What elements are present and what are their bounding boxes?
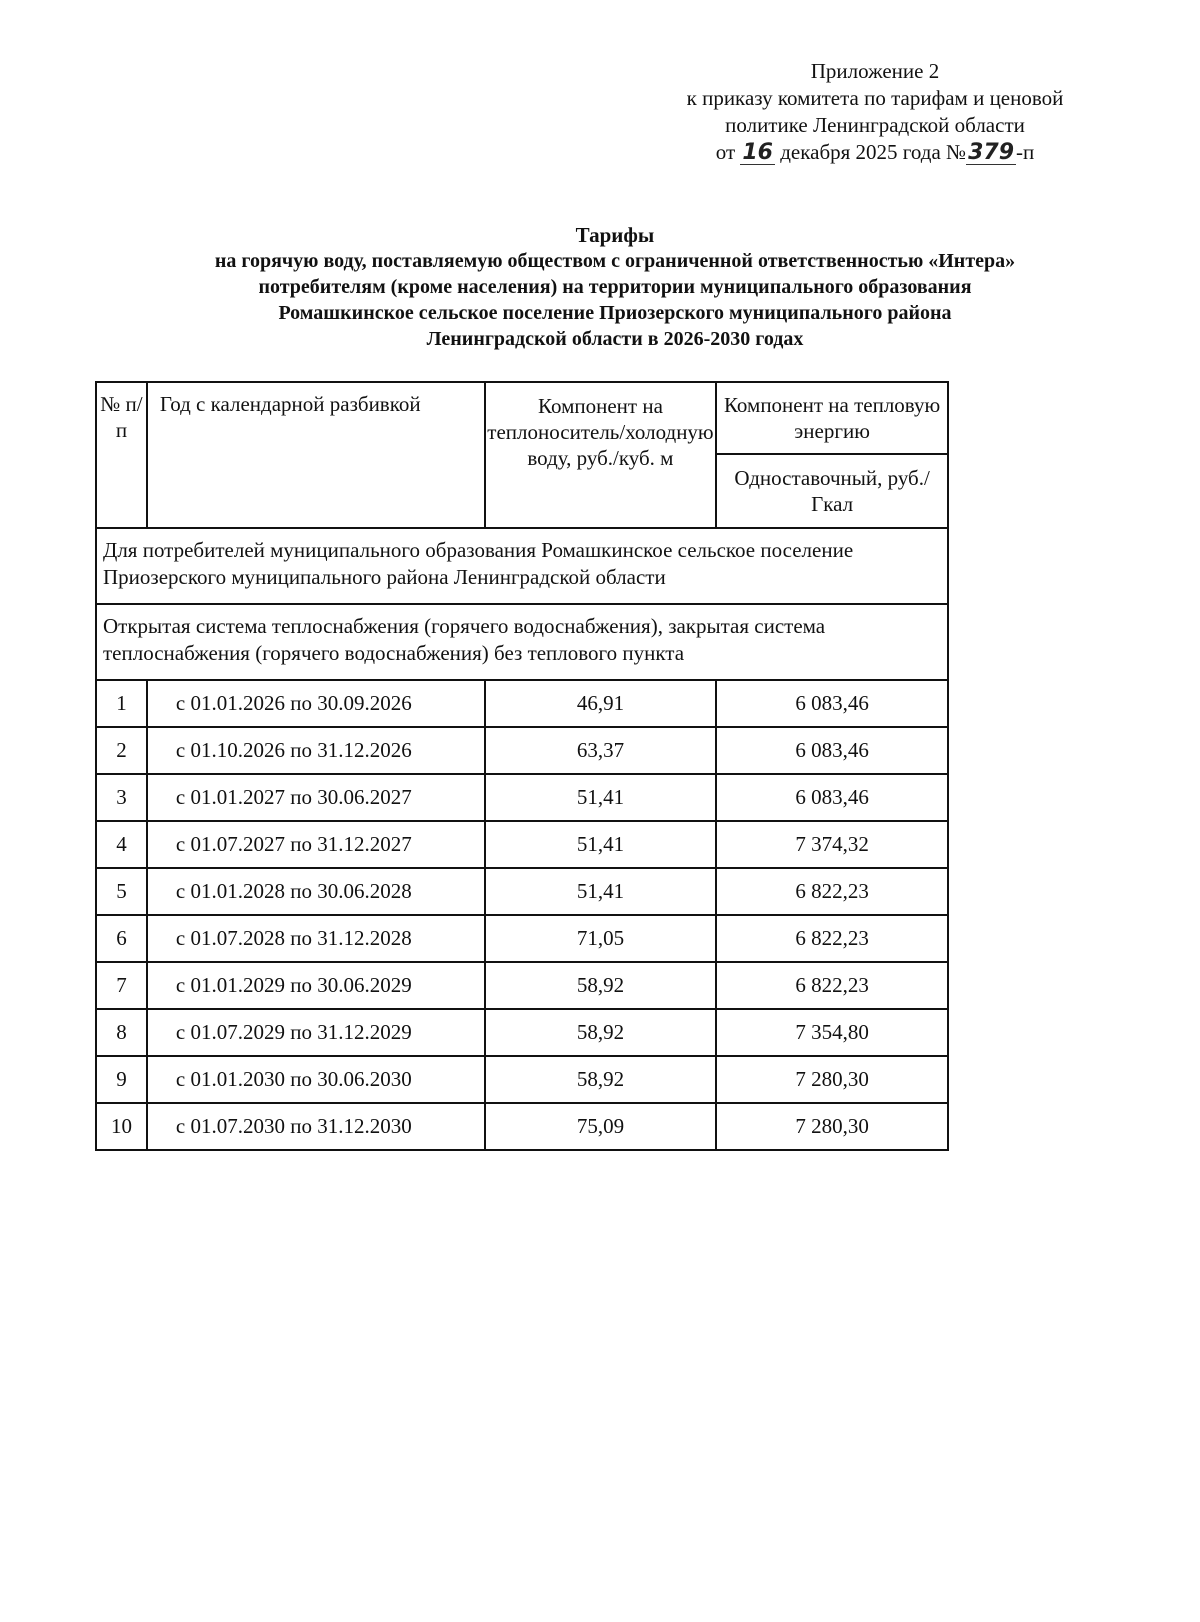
tariff-table: [95, 381, 949, 1151]
section-system-type: Открытая система теплоснабжения (горячего водоснабжения), закрытая система теплоснабжения (горячего водоснабжения) без теплового пункта: [96, 604, 948, 680]
row-coolant: 46,91: [485, 680, 716, 727]
row-period: с 01.07.2030 по 31.12.2030: [147, 1103, 485, 1150]
handwritten-day: 16: [742, 140, 773, 165]
row-coolant: 51,41: [485, 821, 716, 868]
row-heat: 6 083,46: [716, 680, 948, 727]
header-heat: Компонент на тепловую энергию: [716, 382, 948, 454]
header-single-rate: Одноставочный, руб./Гкал: [716, 454, 948, 528]
table-row: [96, 821, 948, 868]
row-num: 3: [96, 774, 147, 821]
row-coolant: 51,41: [485, 868, 716, 915]
appendix-date-line: [640, 139, 1110, 166]
section-consumers: Для потребителей муниципального образования Ромашкинское сельское поселение Приозерского муниципального района Ленинградской области: [96, 528, 948, 604]
row-period: с 01.01.2028 по 30.06.2028: [147, 868, 485, 915]
row-heat: 6 822,23: [716, 868, 948, 915]
row-coolant: 71,05: [485, 915, 716, 962]
row-num: 5: [96, 868, 147, 915]
row-period: с 01.07.2027 по 31.12.2027: [147, 821, 485, 868]
title-line-1: на горячую воду, поставляемую обществом с ограниченной ответственностью «Интера»: [214, 250, 1016, 272]
row-coolant: 63,37: [485, 727, 716, 774]
handwritten-number: 379: [968, 140, 1015, 165]
title-line-4: Ленинградской области в 2026-2030 годах: [426, 328, 804, 350]
row-num: 1: [96, 680, 147, 727]
table-row: [96, 1103, 948, 1150]
row-period: с 01.10.2026 по 31.12.2026: [147, 727, 485, 774]
row-period: с 01.07.2028 по 31.12.2028: [147, 915, 485, 962]
row-num: 6: [96, 915, 147, 962]
title-main: Тарифы: [575, 223, 655, 247]
row-num: 4: [96, 821, 147, 868]
row-num: 10: [96, 1103, 147, 1150]
document-title: [100, 222, 1130, 352]
appendix-header: [640, 58, 1110, 166]
table-row: [96, 1056, 948, 1103]
table-row: [96, 680, 948, 727]
row-period: с 01.01.2030 по 30.06.2030: [147, 1056, 485, 1103]
row-coolant: 58,92: [485, 1056, 716, 1103]
row-heat: 7 374,32: [716, 821, 948, 868]
table-row: [96, 774, 948, 821]
title-line-3: Ромашкинское сельское поселение Приозерского муниципального района: [278, 302, 952, 324]
table-row: [96, 962, 948, 1009]
appendix-line-1: Приложение 2: [810, 59, 940, 83]
row-heat: 7 280,30: [716, 1103, 948, 1150]
row-coolant: 51,41: [485, 774, 716, 821]
row-heat: 7 280,30: [716, 1056, 948, 1103]
title-line-2: потребителям (кроме населения) на территории муниципального образования: [258, 276, 972, 298]
appendix-line-2: к приказу комитета по тарифам и ценовой: [686, 86, 1064, 110]
row-heat: 6 822,23: [716, 962, 948, 1009]
row-coolant: 58,92: [485, 1009, 716, 1056]
row-period: с 01.01.2026 по 30.09.2026: [147, 680, 485, 727]
row-num: 9: [96, 1056, 147, 1103]
date-middle: декабря 2025 года №: [780, 140, 967, 164]
row-coolant: 75,09: [485, 1103, 716, 1150]
row-period: с 01.01.2029 по 30.06.2029: [147, 962, 485, 1009]
row-heat: 6 083,46: [716, 774, 948, 821]
row-period: с 01.01.2027 по 30.06.2027: [147, 774, 485, 821]
row-heat: 7 354,80: [716, 1009, 948, 1056]
row-period: с 01.07.2029 по 31.12.2029: [147, 1009, 485, 1056]
row-heat: 6 083,46: [716, 727, 948, 774]
header-num: № п/п: [96, 382, 147, 528]
date-prefix: от: [715, 140, 736, 164]
row-num: 2: [96, 727, 147, 774]
row-heat: 6 822,23: [716, 915, 948, 962]
table-row: [96, 1009, 948, 1056]
number-suffix: -п: [1016, 140, 1035, 164]
table-row: [96, 915, 948, 962]
header-period: Год с календарной разбивкой: [147, 382, 485, 528]
row-num: 8: [96, 1009, 147, 1056]
row-coolant: 58,92: [485, 962, 716, 1009]
row-num: 7: [96, 962, 147, 1009]
table-row: [96, 727, 948, 774]
header-coolant: Компонент на теплоноситель/холодную воду, руб./куб. м: [485, 382, 716, 528]
appendix-line-3: политике Ленинградской области: [725, 113, 1025, 137]
table-row: [96, 868, 948, 915]
